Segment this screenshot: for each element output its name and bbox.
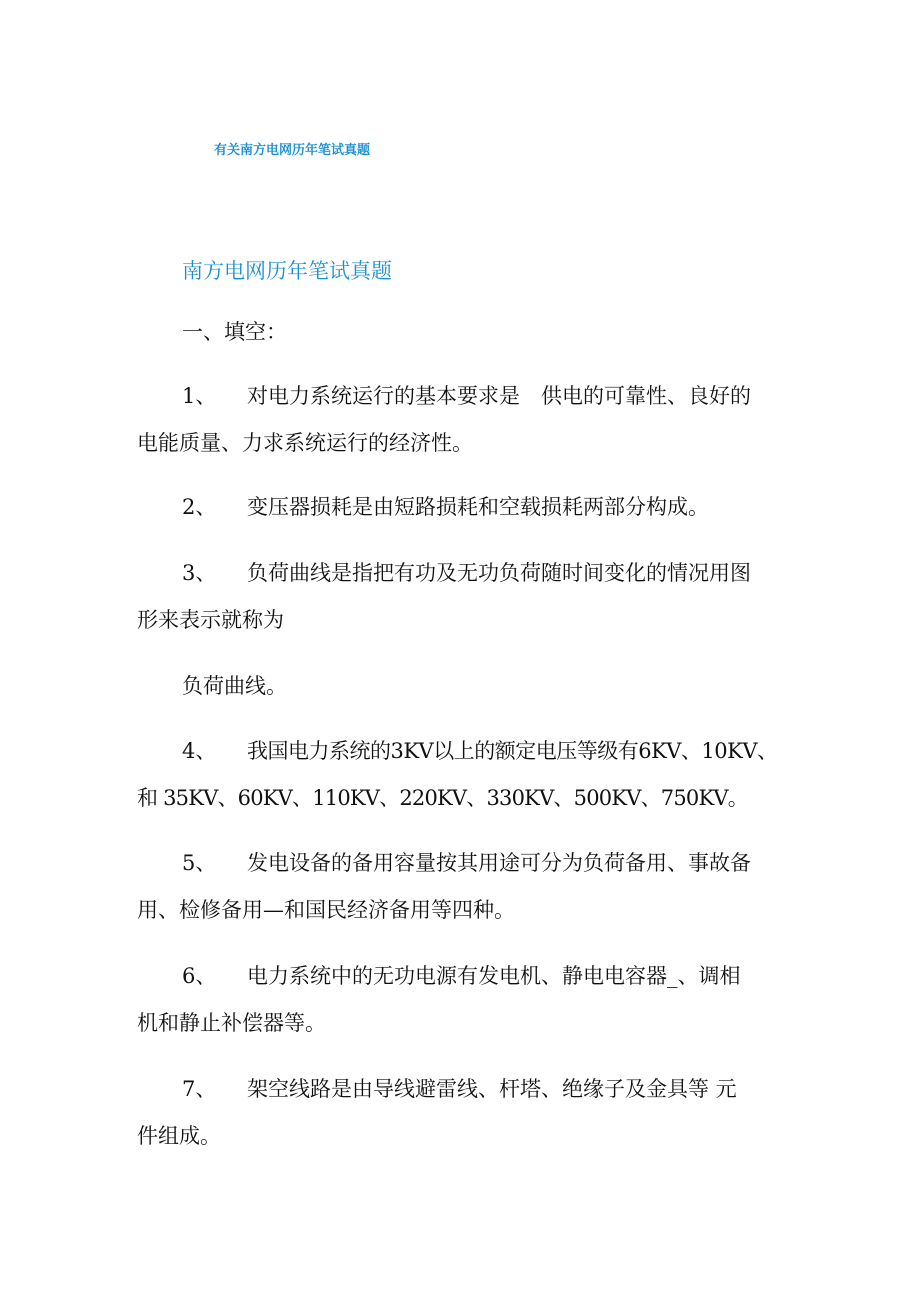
item-4-line-1: 我国电力系统的3KV以上的额定电压等级有6KV、10KV、: [247, 739, 778, 763]
item-6-line-2: 机和静止补偿器等。: [137, 1011, 326, 1035]
item-number-3: 3、: [182, 561, 217, 585]
item-number-4: 4、: [182, 739, 217, 763]
item-5-line-1: 发电设备的备用容量按其用途可分为负荷备用、事故备: [247, 851, 751, 875]
item-2-line-1: 变压器损耗是由短路损耗和空载损耗两部分构成。: [247, 495, 709, 519]
item-number-5: 5、: [182, 851, 217, 875]
item-1-line-1: 对电力系统运行的基本要求是 供电的可靠性、良好的: [247, 384, 751, 408]
item-3-line-1: 负荷曲线是指把有功及无功负荷随时间变化的情况用图: [247, 561, 751, 585]
item-number-1: 1、: [182, 384, 217, 408]
document-title: 南方电网历年笔试真题: [182, 259, 392, 283]
item-number-7: 7、: [182, 1077, 217, 1101]
item-number-2: 2、: [182, 495, 217, 519]
item-5-line-2: 用、检修备用—和国民经济备用等四种。: [137, 898, 515, 922]
item-3-line-3: 负荷曲线。: [182, 674, 287, 698]
header-title: 有关南方电网历年笔试真题: [214, 143, 371, 158]
item-1-line-2: 电能质量、力求系统运行的经济性。: [137, 431, 473, 455]
item-4-line-2: 和 35KV、60KV、110KV、220KV、330KV、500KV、750KV。: [137, 786, 748, 810]
item-6-line-1: 电力系统中的无功电源有发电机、静电电容器_、调相: [247, 964, 741, 988]
item-3-line-2: 形来表示就称为: [137, 608, 284, 632]
item-7-line-1: 架空线路是由导线避雷线、杆塔、绝缘子及金具等 元: [247, 1077, 737, 1101]
item-number-6: 6、: [182, 964, 217, 988]
section-heading: 一、填空：: [182, 320, 287, 344]
item-7-line-2: 件组成。: [137, 1124, 221, 1148]
